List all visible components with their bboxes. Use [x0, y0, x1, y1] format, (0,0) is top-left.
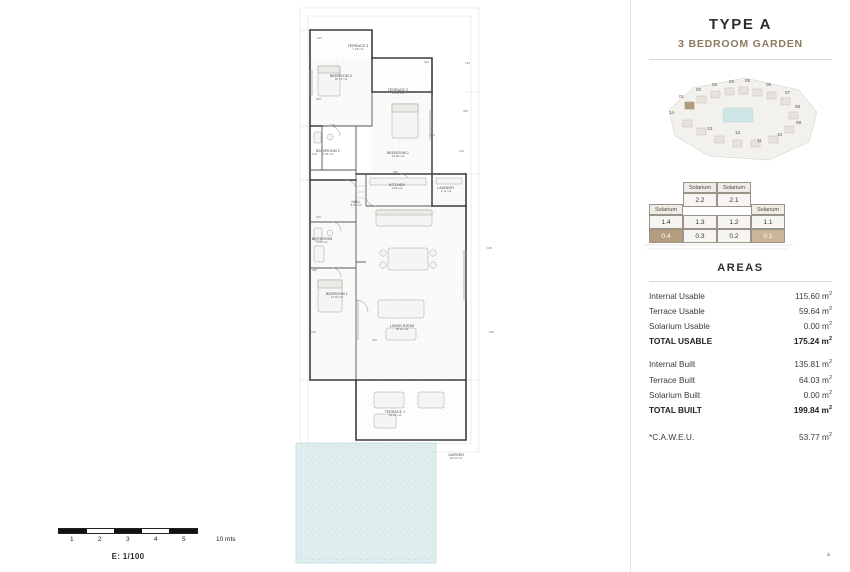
area-row: [649, 303, 832, 318]
room-label: [377, 183, 417, 191]
room-label: [382, 324, 422, 332]
area-row: [649, 318, 832, 333]
caweu-row: [649, 430, 832, 445]
dimension-label: 380: [393, 170, 399, 174]
stack-header-2: Solarium: [649, 204, 683, 215]
area-row: [649, 387, 832, 402]
room-label: [321, 74, 361, 82]
room-name: BATHROOM 2: [316, 149, 340, 153]
stack-cell-1-3: 1.3: [683, 215, 717, 229]
area-row: [649, 372, 832, 387]
dimension-label: 310: [317, 36, 323, 40]
svg-text:04: 04: [729, 79, 735, 84]
area-row: [649, 357, 832, 372]
room-name: TERRACE 1: [384, 410, 406, 414]
area-row: [649, 288, 832, 303]
area-value: 59.64 $m^2$: [798, 305, 832, 316]
scale-end-label: 10 mts: [216, 536, 236, 543]
room-area: 36.90 m2: [388, 413, 402, 418]
area-value: 0.00 $m^2$: [803, 389, 832, 400]
scale-bar: [58, 528, 258, 561]
room-area: 4.08 m2: [322, 152, 334, 157]
area-label: Internal Built: [649, 359, 696, 370]
page-title: TYPE A: [708, 16, 773, 33]
svg-text:07: 07: [785, 90, 791, 95]
scale-tick-3: 3: [126, 536, 130, 543]
scale-tick-4: 4: [154, 536, 158, 543]
room-label: [436, 453, 476, 461]
stack-cell-2-2: 2.2: [683, 193, 717, 207]
stack-cell-0-1: 0.1: [751, 229, 785, 243]
stack-cell-0-4: 0.4: [649, 229, 683, 243]
dimension-label: 280: [316, 97, 322, 101]
room-label: [375, 410, 415, 418]
room-name: TERRACE 3: [347, 44, 369, 48]
area-value: 199.84 $m^2$: [793, 404, 832, 415]
room-name: HALL: [351, 200, 361, 204]
dimension-label: 300: [463, 109, 469, 113]
scale-tick-5: 5: [182, 536, 186, 543]
floor-stack-diagram: [649, 182, 839, 254]
stack-cell-0-2: 0.2: [717, 229, 751, 243]
room-name: BEDROOM 3: [330, 74, 352, 78]
area-label: Terrace Usable: [649, 305, 705, 316]
svg-text:11: 11: [757, 138, 762, 143]
svg-text:06: 06: [766, 82, 772, 87]
area-label: Solarium Usable: [649, 320, 710, 331]
room-area: 11.36 m2: [391, 91, 405, 96]
room-area: 10.73 m2: [334, 77, 348, 82]
svg-text:09: 09: [796, 120, 802, 125]
svg-text:03: 03: [712, 82, 718, 87]
scale-bar-ticks: [58, 534, 258, 546]
scale-tick-2: 2: [98, 536, 102, 543]
room-label: [426, 186, 466, 194]
dimension-label: 380: [312, 268, 318, 272]
room-area: 7.28 m2: [352, 47, 364, 52]
room-label: [336, 200, 376, 208]
svg-text:12: 12: [735, 130, 741, 135]
room-name: TERRACE 2: [387, 88, 409, 92]
svg-text:14: 14: [669, 110, 675, 115]
svg-text:13: 13: [707, 126, 713, 131]
stack-header-1: Solarium: [717, 182, 751, 193]
areas-title: AREAS: [717, 262, 764, 274]
dimension-label: 136: [459, 149, 465, 153]
title-divider: [649, 59, 832, 60]
area-value: 135.81 $m^2$: [794, 359, 832, 370]
svg-text:10: 10: [777, 132, 783, 137]
stack-cell-0-3: 0.3: [683, 229, 717, 243]
caweu-label: *C.A.W.E.U.: [649, 432, 695, 443]
scale-ratio-label: E: 1/100: [111, 552, 145, 561]
area-value: 175.24 $m^2$: [793, 336, 832, 347]
dimension-label: 402: [424, 60, 430, 64]
dimension-label: 240: [316, 215, 322, 219]
room-label: [302, 237, 342, 245]
stack-cell-2-1: 2.1: [717, 193, 751, 207]
room-name: LIVING ROOM: [389, 324, 415, 328]
area-label: TOTAL BUILT: [649, 404, 702, 415]
dimension-label: 195: [487, 246, 493, 250]
dimension-label: 140: [430, 133, 436, 137]
room-area: 8.50 m2: [350, 203, 362, 208]
room-area: 12.80 m2: [391, 154, 405, 159]
stack-header-3: Solarium: [751, 204, 785, 215]
area-label: Internal Usable: [649, 290, 705, 301]
svg-text:05: 05: [745, 78, 751, 83]
room-label: [378, 88, 418, 96]
stack-cell-1-1: 1.1: [751, 215, 785, 229]
stack-cell-1-4: 1.4: [649, 215, 683, 229]
room-name: BEDROOM 2: [387, 151, 409, 155]
info-panel: [630, 0, 850, 572]
stack-cell-1-2: 1.2: [717, 215, 751, 229]
room-name: BATHROOM: [311, 237, 333, 241]
room-area: 9.50 m2: [391, 186, 403, 191]
caweu-value: 53.77 $m^2$: [798, 432, 832, 443]
room-name: LAUNDRY: [437, 186, 455, 190]
page-subtitle: 3 BEDROOM GARDEN: [678, 38, 803, 50]
area-row: [649, 334, 832, 349]
dimension-label: 340: [372, 338, 378, 342]
svg-text:02: 02: [696, 87, 702, 92]
svg-text:01: 01: [679, 94, 685, 99]
areas-usable-list: [649, 288, 832, 349]
dimension-label: 555: [489, 330, 495, 334]
room-area: 11.70 m2: [330, 295, 344, 300]
room-name: GARDEN: [448, 453, 464, 457]
scale-tick-1: 1: [70, 536, 74, 543]
room-area: 62.10 m2: [449, 456, 463, 461]
areas-divider: [649, 281, 832, 282]
site-plan-thumbnail: [649, 64, 833, 176]
room-area: 2.11 m2: [440, 189, 452, 194]
footer-mark: ▲: [825, 551, 832, 558]
area-value: 115.60 $m^2$: [794, 290, 832, 301]
areas-built-list: [649, 357, 832, 418]
area-label: Solarium Built: [649, 389, 701, 400]
area-value: 0.00 $m^2$: [803, 320, 832, 331]
room-label: [338, 44, 378, 52]
svg-text:08: 08: [795, 104, 801, 109]
dimension-label: 120: [312, 152, 318, 156]
dimension-label: 310: [311, 330, 317, 334]
room-label: [317, 292, 357, 300]
dimension-label: 128: [465, 61, 471, 65]
room-name: KITCHEN: [389, 183, 405, 187]
room-name: BEDROOM 1: [326, 292, 348, 296]
area-row: [649, 402, 832, 417]
room-area: 38.01 m2: [395, 327, 409, 332]
area-label: Terrace Built: [649, 374, 696, 385]
area-label: TOTAL USABLE: [649, 336, 713, 347]
stack-header-0: Solarium: [683, 182, 717, 193]
room-area: 5.50 m2: [316, 240, 328, 245]
area-value: 64.03 $m^2$: [798, 374, 832, 385]
dimension-label: 190: [330, 123, 336, 127]
room-label: [378, 151, 418, 159]
